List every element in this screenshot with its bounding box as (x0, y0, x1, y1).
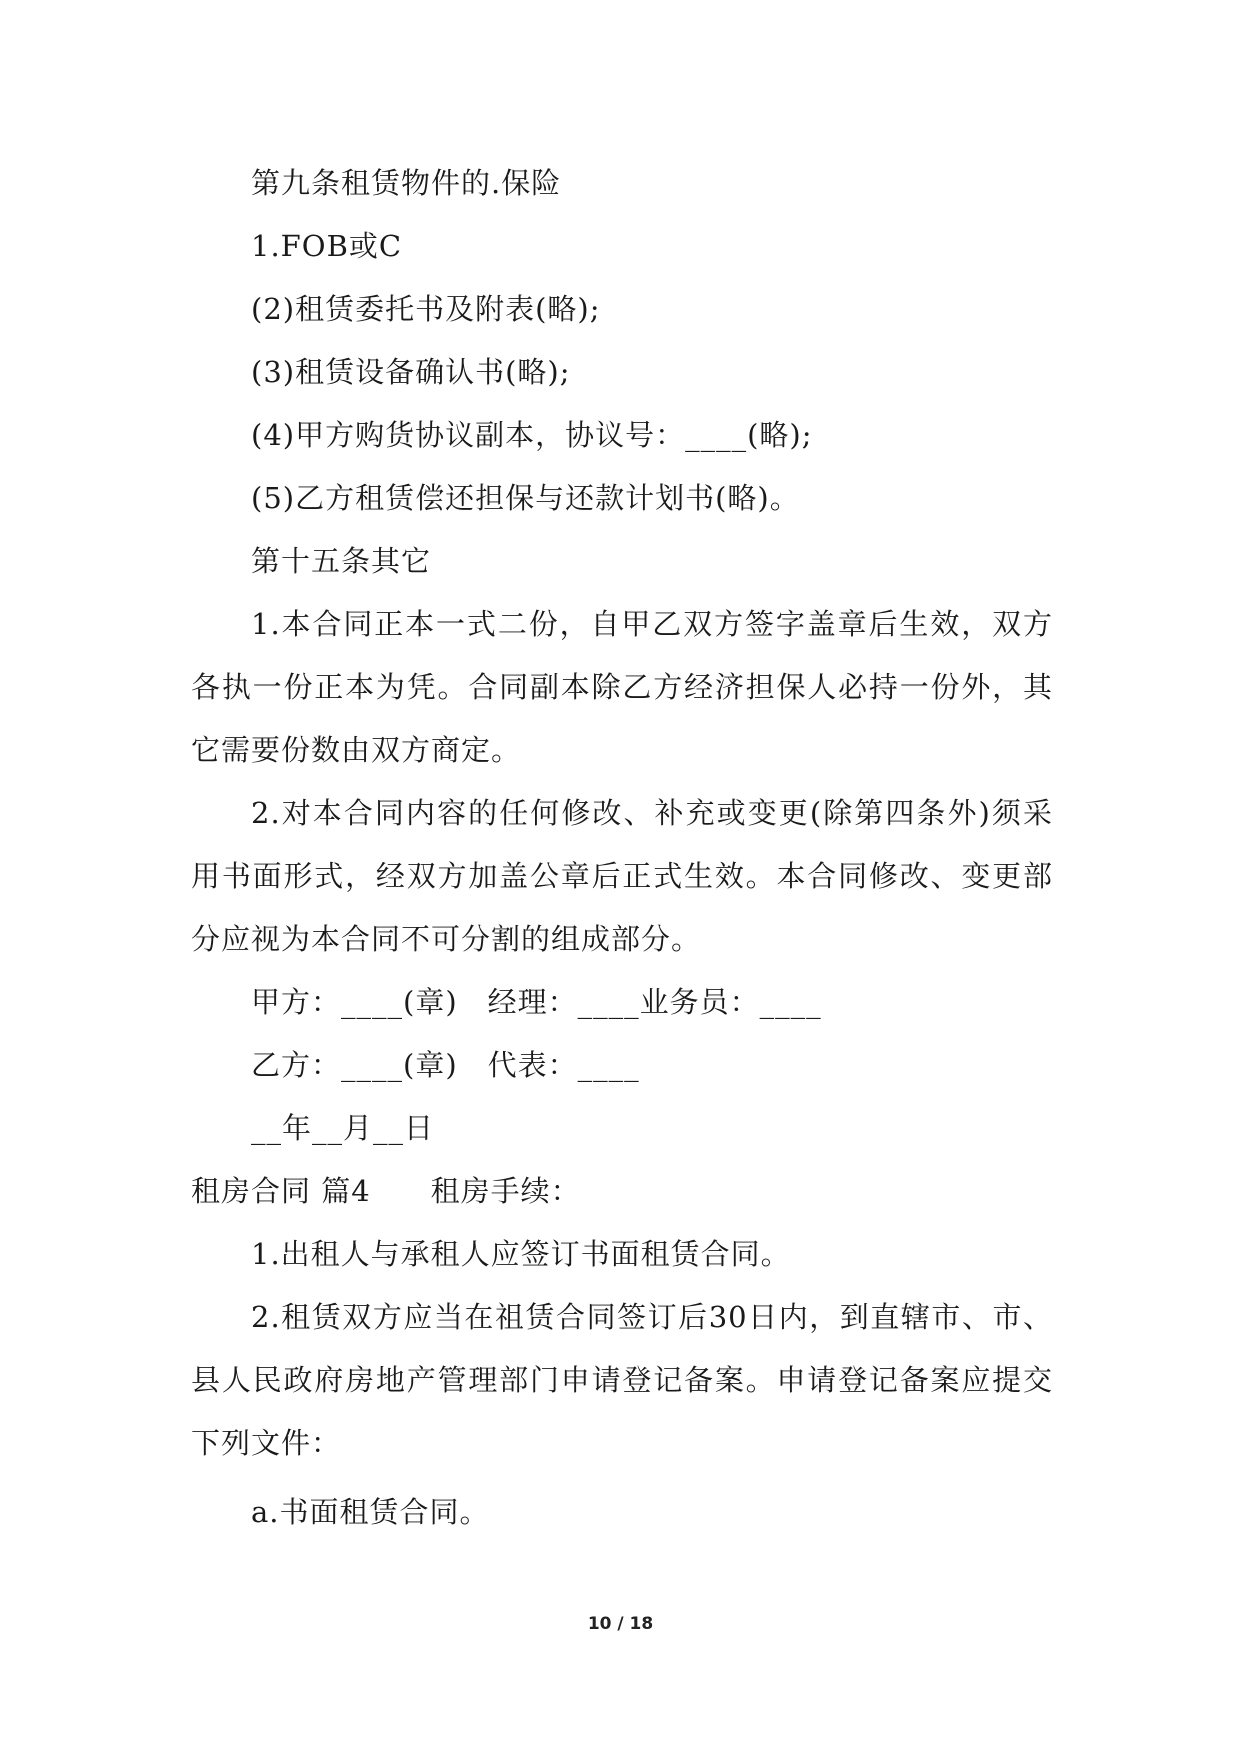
text-line: 它需要份数由双方商定。 (191, 733, 522, 767)
text-line: 县人民政府房地产管理部门申请登记备案。申请登记备案应提交 (191, 1363, 1053, 1397)
text-line: (2)租赁委托书及附表(略); (251, 292, 601, 326)
page-number: 10 / 18 (587, 1614, 654, 1634)
text-line: 分应视为本合同不可分割的组成部分。 (191, 922, 702, 956)
article-9-heading: 第九条租赁物件的.保险 (251, 166, 562, 200)
text-line: 2.租赁双方应当在祖赁合同签订后30日内，到直辖市、市、 (251, 1300, 1053, 1334)
text-line: (4)甲方购货协议副本，协议号：____(略); (251, 418, 813, 452)
text-line: 1.FOB或C (251, 229, 403, 263)
text-line: (3)租赁设备确认书(略); (251, 355, 571, 389)
section-heading: 租房合同 篇4 租房手续： (191, 1174, 581, 1208)
text-line: 1.本合同正本一式二份，自甲乙双方签字盖章后生效，双方 (251, 607, 1053, 641)
text-line: a.书面租赁合同。 (251, 1495, 490, 1529)
text-line: 下列文件： (191, 1426, 342, 1460)
signature-line-party-b: 乙方：____(章) 代表：____ (251, 1048, 640, 1082)
article-15-heading: 第十五条其它 (251, 544, 432, 578)
date-line: __年__月__日 (251, 1111, 435, 1145)
text-line: 用书面形式，经双方加盖公章后正式生效。本合同修改、变更部 (191, 859, 1053, 893)
text-line: 1.出租人与承租人应签订书面租赁合同。 (251, 1237, 791, 1271)
text-line: 2.对本合同内容的任何修改、补充或变更(除第四条外)须采 (251, 796, 1053, 830)
signature-line-party-a: 甲方：____(章) 经理：____业务员：____ (251, 985, 822, 1019)
text-line: (5)乙方租赁偿还担保与还款计划书(略)。 (251, 481, 800, 515)
text-line: 各执一份正本为凭。合同副本除乙方经济担保人必持一份外，其 (191, 670, 1053, 704)
